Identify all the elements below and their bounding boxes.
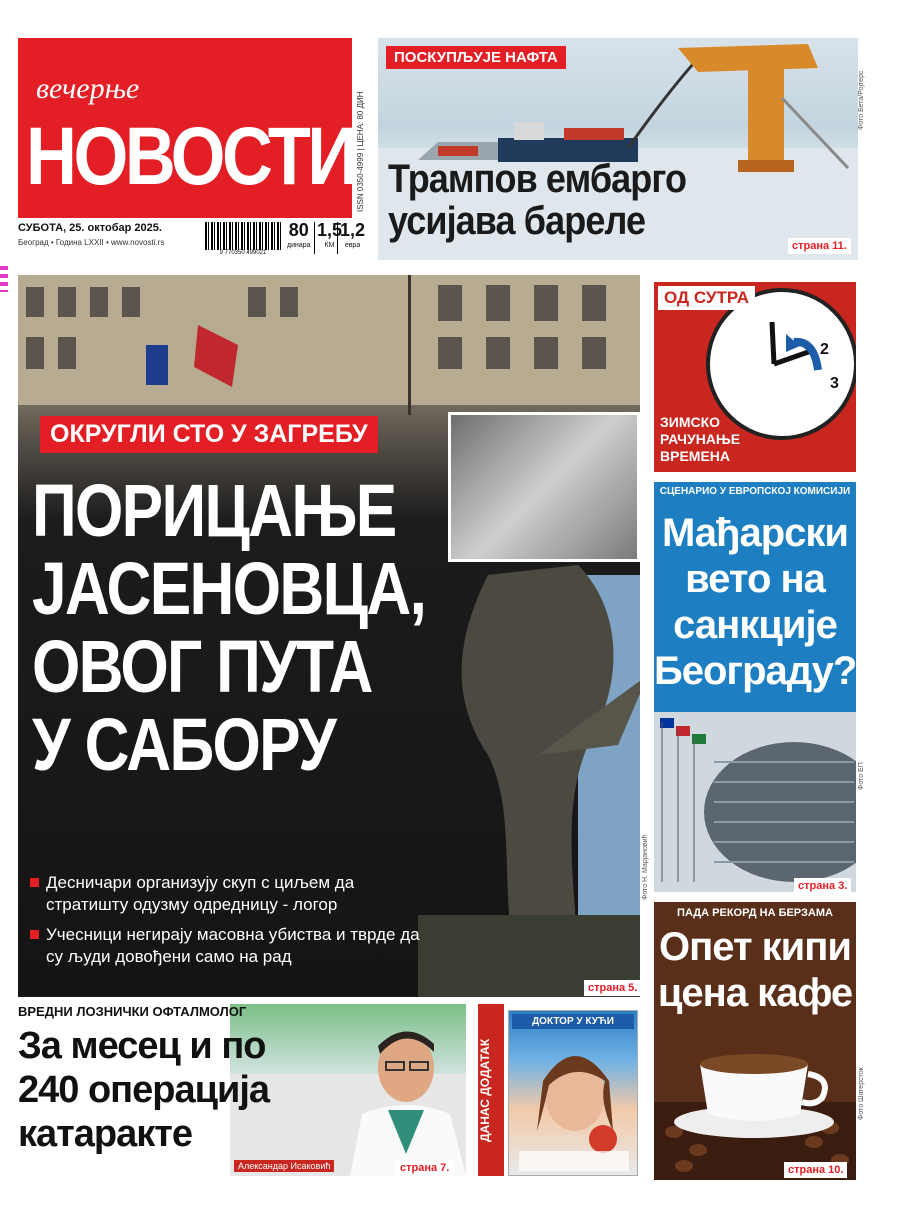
oil-headline[interactable] xyxy=(388,158,686,242)
eu-headline-line4: Београду? xyxy=(654,649,857,693)
coffee-headline-line1: Опет кипи xyxy=(658,925,852,969)
main-bullet-2: Учесници негирају масовна убиства и тврде да су људи довођени само на рад xyxy=(30,924,440,968)
clock-line2: РАЧУНАЊЕ xyxy=(660,431,741,447)
oil-page-ref: страна 11. xyxy=(788,238,851,254)
main-bullet-1: Десничари организују скуп с циљем да стратишту одузму одредницу - логор xyxy=(30,872,440,916)
doctor-headline[interactable] xyxy=(18,1024,318,1156)
coffee-photo-credit: Фото Шатерсток xyxy=(858,1067,865,1120)
supplement-magazine-cover[interactable] xyxy=(508,1010,638,1176)
price-dinar xyxy=(287,222,311,254)
main-bullets xyxy=(30,872,440,976)
eu-page-ref: страна 3. xyxy=(794,878,851,894)
coffee-headline[interactable] xyxy=(654,924,856,1016)
edition-line: Београд • Година LXXII • www.novosti.rs xyxy=(18,238,165,247)
coffee-kicker: ПАДА РЕКОРД НА БЕРЗАМА xyxy=(677,907,833,919)
main-headline-line4: У САБОРУ xyxy=(32,703,336,786)
clock-headline[interactable] xyxy=(660,414,740,465)
issue-date: СУБОТА, 25. октобар 2025. xyxy=(18,222,162,234)
clock-line1: ЗИМСКО xyxy=(660,414,721,430)
oil-photo-credit: Фото Бета/Ројтерс xyxy=(858,70,865,130)
main-headline[interactable] xyxy=(32,469,427,786)
eu-headline[interactable] xyxy=(654,510,856,694)
clock-line3: ВРЕМЕНА xyxy=(660,448,731,464)
main-headline-line1: ПОРИЦАЊЕ xyxy=(32,469,396,552)
eu-headline-line2: вето на xyxy=(685,557,825,601)
logo-big-text: НОВОСТИ xyxy=(26,111,355,202)
logo-small-text: вечерње xyxy=(36,72,140,105)
main-headline-line3: ОВОГ ПУТА xyxy=(32,625,372,708)
barcode xyxy=(205,222,281,254)
main-page-ref: страна 5. xyxy=(584,980,641,996)
doctor-headline-line3: катаракте xyxy=(18,1113,193,1155)
doctor-headline-line2: 240 операција xyxy=(18,1069,270,1111)
doctor-kicker: ВРЕДНИ ЛОЗНИЧКИ ОФТАЛМОЛОГ xyxy=(18,1004,247,1019)
clock-number-2: 2 xyxy=(820,341,829,358)
main-headline-line2: ЈАСЕНОВЦА, xyxy=(32,547,426,630)
doctor-page-ref: страна 7. xyxy=(396,1160,453,1176)
newspaper-logo[interactable] xyxy=(18,38,355,218)
oil-headline-line1: Трампов ембарго xyxy=(388,157,687,201)
issn-line: ISSN 0350-4999 | ЦЕНА: 80 ДИН xyxy=(356,91,365,212)
clock-kicker: ОД СУТРА xyxy=(658,286,755,310)
oil-kicker: ПОСКУПЉУЈЕ НАФТА xyxy=(386,46,566,69)
historical-photo xyxy=(448,412,640,562)
supplement-label: ДАНАС ДОДАТАК xyxy=(478,1038,492,1142)
coffee-headline-line2: цена кафе xyxy=(657,971,853,1015)
barcode-number: 9 770350 499021 xyxy=(205,250,281,256)
price-dinar-unit: динара xyxy=(287,242,311,249)
oil-headline-line2: усијава бареле xyxy=(388,199,646,243)
price-km-unit: КМ xyxy=(324,242,335,249)
main-kicker: ОКРУГЛИ СТО У ЗАГРЕБУ xyxy=(40,416,378,453)
supplement-magazine-title: ДОКТОР У КУЋИ xyxy=(512,1014,634,1029)
clock-number-3: 3 xyxy=(830,375,839,392)
doctor-caption: Александар Исаковић xyxy=(234,1160,334,1172)
doctor-headline-line1: За месец и по xyxy=(18,1025,266,1067)
coffee-page-ref: страна 10. xyxy=(784,1162,847,1178)
magazine-cover-illustration xyxy=(509,1011,639,1177)
eu-kicker: СЦЕНАРИО У ЕВРОПСКОЈ КОМИСИЈИ xyxy=(659,486,851,497)
price-dinar-amount: 80 xyxy=(288,220,309,240)
eu-headline-line1: Мађарски xyxy=(661,511,849,555)
eu-photo-credit: Фото ЕП xyxy=(858,762,865,790)
eu-headline-line3: санкције xyxy=(673,603,837,647)
price-km-amount: 1,5 xyxy=(317,220,343,240)
main-photo-credit: Фото Н. Марјановић xyxy=(642,834,649,900)
price-euro xyxy=(337,222,365,254)
edge-marker xyxy=(0,266,8,292)
price-euro-unit: евра xyxy=(344,242,361,249)
price-euro-amount: 1,2 xyxy=(340,220,366,240)
